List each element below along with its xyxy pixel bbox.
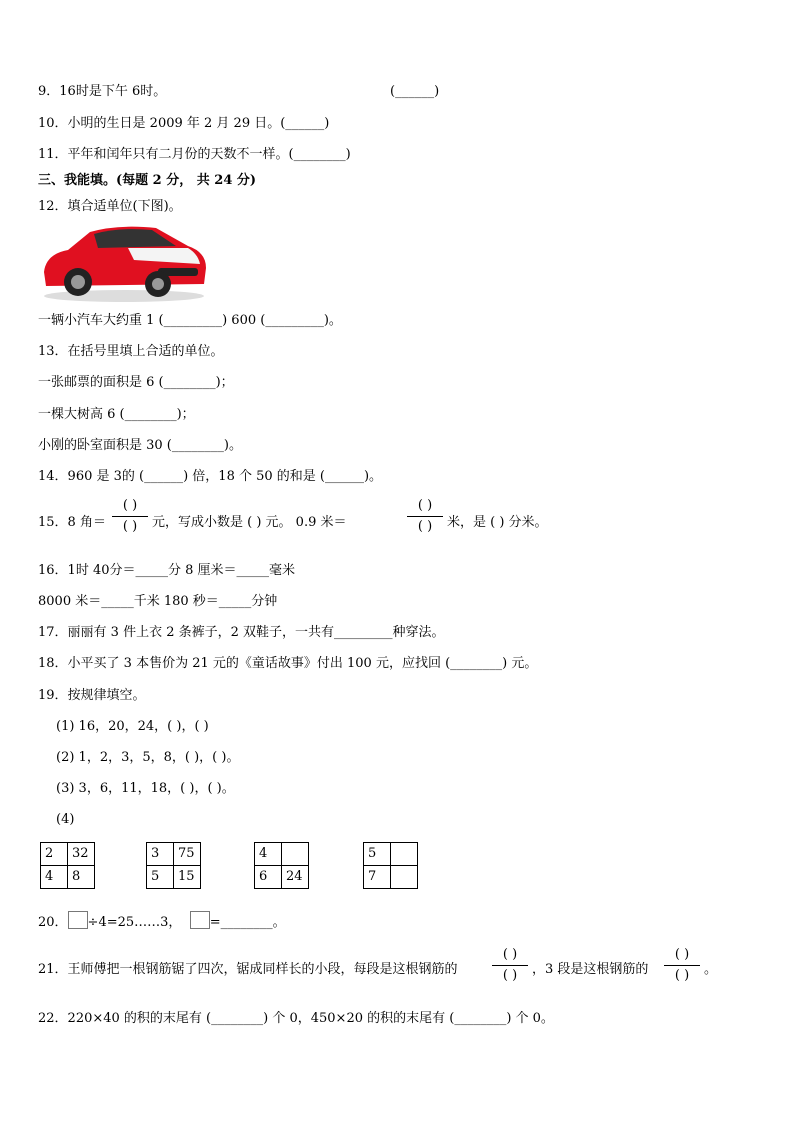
numerator-blank: ( ): [122, 498, 138, 513]
question-19-item-4: (4): [56, 812, 75, 827]
fraction-bar: [664, 965, 700, 966]
question-18: 18．小平买了 3 本售价为 21 元的《童话故事》付出 100 元，应找回 (________) 元。: [38, 656, 538, 671]
grid-cell: 75: [174, 843, 201, 866]
question-13-item-a: 一张邮票的面积是 6 (________)；: [38, 375, 234, 390]
number-grid: [40, 842, 95, 889]
question-19-item-2: (2) 1，2，3，5，8，( )，( )。: [56, 750, 240, 765]
numerator-blank: ( ): [502, 947, 518, 962]
grid-cell: 3: [147, 843, 174, 866]
numerator-blank: ( ): [674, 947, 690, 962]
denominator-blank: ( ): [674, 968, 690, 983]
denominator-blank: ( ): [122, 519, 138, 534]
fraction-blank[interactable]: [110, 499, 150, 534]
answer-box[interactable]: [190, 911, 210, 929]
question-9: 9．16时是下午 6时。: [38, 84, 167, 99]
grid-cell: 4: [41, 866, 68, 889]
question-20-equation: ÷4=25……3，: [87, 915, 182, 930]
question-12: 12．填合适单位(下图)。: [38, 199, 182, 214]
question-19-item-3: (3) 3，6，11，18，( )，( )。: [56, 781, 235, 796]
question-20-label: 20．: [38, 915, 68, 930]
question-21-part-a: 21．王师傅把一根钢筋锯了四次，锯成同样长的小段，每段是这根钢筋的: [38, 962, 458, 977]
grid-cell: 5: [364, 843, 391, 866]
question-21-part-c: 。: [704, 962, 718, 977]
grid-cell: 32: [68, 843, 95, 866]
question-15-part-a: 15．8 角＝: [38, 515, 106, 530]
section-3-heading: 三、我能填。(每题 2 分， 共 24 分): [38, 173, 257, 188]
question-13: 13．在括号里填上合适的单位。: [38, 344, 224, 359]
question-12-answer-line: 一辆小汽车大约重 1 (_________) 600 (_________)。: [38, 313, 342, 328]
question-15-part-c: 米，是 ( ) 分米。: [447, 515, 548, 530]
question-13-item-b: 一棵大树高 6 (________)；: [38, 407, 195, 422]
answer-blank-9[interactable]: (______): [390, 84, 440, 99]
numerator-blank: ( ): [417, 498, 433, 513]
fraction-blank[interactable]: [662, 948, 702, 983]
fraction-bar: [112, 516, 148, 517]
grid-cell: 5: [147, 866, 174, 889]
question-20-result: =________。: [209, 915, 286, 930]
fraction-bar: [492, 965, 528, 966]
question-21-part-b: ，3 段是这根钢筋的: [532, 962, 649, 977]
grid-cell: 24: [282, 866, 309, 889]
grid-cell: 4: [255, 843, 282, 866]
fraction-bar: [407, 516, 443, 517]
fraction-blank[interactable]: [490, 948, 530, 983]
grid-cell: 6: [255, 866, 282, 889]
answer-box[interactable]: [68, 911, 88, 929]
question-16-line-1: 16．1时 40分＝_____分 8 厘米＝_____毫米: [38, 563, 296, 578]
grid-cell[interactable]: [391, 866, 418, 889]
number-grid: [254, 842, 309, 889]
red-car-image: [38, 220, 210, 304]
number-grid: [363, 842, 418, 889]
grid-cell: 8: [68, 866, 95, 889]
denominator-blank: ( ): [502, 968, 518, 983]
grid-cell[interactable]: [391, 843, 418, 866]
grid-cell: 7: [364, 866, 391, 889]
question-19-item-1: (1) 16，20，24，( )，( ): [56, 719, 209, 734]
question-14: 14．960 是 3的 (______) 倍，18 个 50 的和是 (______)。: [38, 469, 383, 484]
question-16-line-2: 8000 米＝_____千米 180 秒＝_____分钟: [38, 594, 278, 609]
grid-cell: 2: [41, 843, 68, 866]
question-22: 22．220×40 的积的末尾有 (________) 个 0，450×20 的积的末尾有 (________) 个 0。: [38, 1011, 554, 1026]
question-20: [38, 911, 286, 931]
number-grid: [146, 842, 201, 889]
question-10: 10．小明的生日是 2009 年 2 月 29 日。(______): [38, 116, 330, 131]
grid-cell[interactable]: [282, 843, 309, 866]
question-13-item-c: 小刚的卧室面积是 30 (________)。: [38, 438, 242, 453]
question-15-part-b: 元，写成小数是 ( ) 元。 0.9 米＝: [152, 515, 347, 530]
question-19: 19．按规律填空。: [38, 688, 146, 703]
question-11: 11．平年和闰年只有二月份的天数不一样。(________): [38, 147, 351, 162]
fraction-blank[interactable]: [405, 499, 445, 534]
denominator-blank: ( ): [417, 519, 433, 534]
grid-cell: 15: [174, 866, 201, 889]
question-17: 17．丽丽有 3 件上衣 2 条裤子，2 双鞋子，一共有_________种穿法。: [38, 625, 445, 640]
